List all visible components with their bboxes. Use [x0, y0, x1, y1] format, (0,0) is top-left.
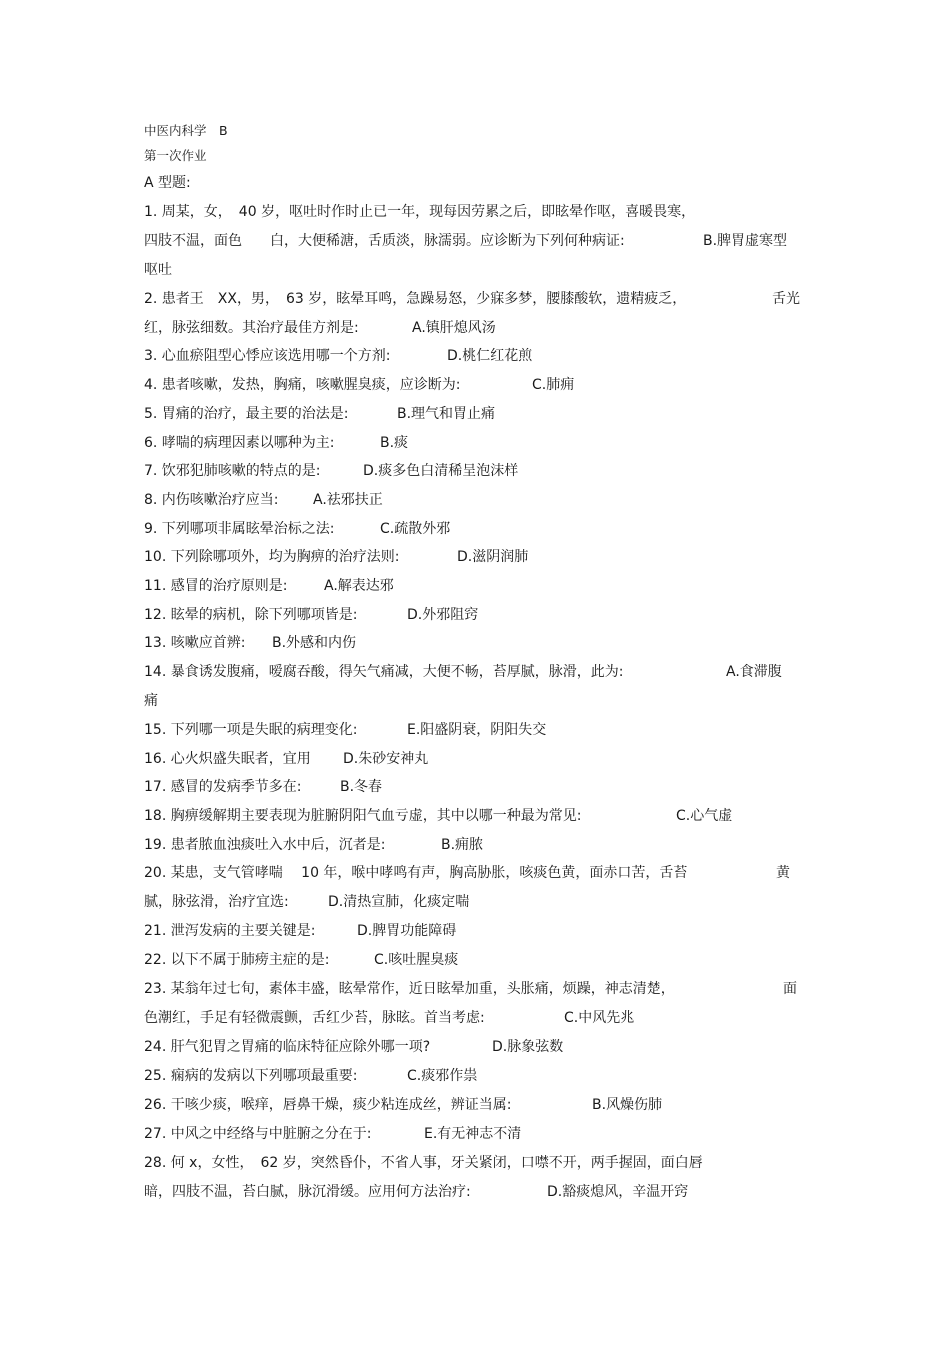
question-16: 16. 心火炽盛失眠者，宜用: [144, 751, 311, 767]
answer-8: A.祛邪扶正: [313, 492, 383, 508]
answer-14-cont: 痛: [144, 693, 158, 709]
question-1-line-1: 1. 周某，女， 40 岁，呕吐时作时止已一年，现每因劳累之后，即眩晕作呕，喜暖畏寒，: [144, 204, 696, 220]
question-18: 18. 胸痹缓解期主要表现为脏腑阴阳气血亏虚，其中以哪一种最为常见:: [144, 808, 582, 824]
answer-2: A.镇肝熄风汤: [412, 320, 496, 336]
answer-5: B.理气和胃止痛: [397, 406, 496, 422]
question-3: 3. 心血瘀阻型心悸应该选用哪一个方剂:: [144, 348, 391, 364]
answer-12: D.外邪阻窍: [407, 607, 479, 623]
question-22: 22. 以下不属于肺痨主症的是:: [144, 952, 330, 968]
question-5: 5. 胃痛的治疗，最主要的治法是:: [144, 406, 349, 422]
question-21: 21. 泄泻发病的主要关键是:: [144, 923, 316, 939]
question-2-line-2: 红，脉弦细数。其治疗最佳方剂是:: [144, 320, 359, 336]
answer-13: B.外感和内伤: [272, 635, 357, 651]
question-20-line-2: 腻，脉弦滑，治疗宜选:: [144, 894, 289, 910]
question-24: 24. 肝气犯胃之胃痛的临床特征应除外哪一项?: [144, 1039, 431, 1055]
answer-18: C.心气虚: [676, 808, 733, 824]
answer-24: D.脉象弦数: [492, 1039, 564, 1055]
section-heading: A 型题:: [144, 175, 191, 191]
doc-subtitle: 第一次作业: [144, 148, 207, 163]
question-9: 9. 下列哪项非属眩晕治标之法:: [144, 521, 335, 537]
question-2-line-1: 2. 患者王 XX，男， 63 岁，眩晕耳鸣，急躁易怒，少寐多梦，腰膝酸软，遗精疲乏，: [144, 291, 687, 307]
question-12: 12. 眩晕的病机，除下列哪项皆是:: [144, 607, 358, 623]
answer-4: C.肺痈: [532, 377, 575, 393]
question-23-line-1: 23. 某翁年过七旬，素体丰盛，眩晕常作，近日眩晕加重，头胀痛，烦躁，神志清楚，: [144, 981, 675, 997]
answer-19: B.痈脓: [441, 837, 484, 853]
answer-22: C.咳吐腥臭痰: [374, 952, 459, 968]
question-13: 13. 咳嗽应首辨:: [144, 635, 246, 651]
answer-1: B.脾胃虚寒型: [703, 233, 788, 249]
question-20-line-1-end: 黄: [776, 865, 790, 881]
question-7: 7. 饮邪犯肺咳嗽的特点的是:: [144, 463, 321, 479]
question-8: 8. 内伤咳嗽治疗应当:: [144, 492, 279, 508]
answer-25: C.痰邪作祟: [407, 1068, 478, 1084]
question-11: 11. 感冒的治疗原则是:: [144, 578, 288, 594]
answer-3: D.桃仁红花煎: [447, 348, 533, 364]
question-6: 6. 哮喘的病理因素以哪种为主:: [144, 435, 335, 451]
question-23-line-1-end: 面: [783, 981, 797, 997]
answer-1-cont: 呕吐: [144, 262, 172, 278]
answer-9: C.疏散外邪: [380, 521, 451, 537]
answer-7: D.痰多色白清稀呈泡沫样: [363, 463, 519, 479]
answer-16: D.朱砂安神丸: [343, 751, 429, 767]
answer-20: D.清热宣肺，化痰定喘: [328, 894, 470, 910]
answer-21: D.脾胃功能障碍: [357, 923, 457, 939]
question-1-line-2: 四肢不温，面色 白，大便稀溏，舌质淡，脉濡弱。应诊断为下列何种病证:: [144, 233, 625, 249]
doc-title: 中医内科学 B: [144, 123, 228, 138]
answer-11: A.解表达邪: [324, 578, 394, 594]
answer-14: A.食滞腹: [726, 664, 782, 680]
answer-17: B.冬春: [340, 779, 383, 795]
question-28-line-2: 暗，四肢不温，苔白腻，脉沉滑缓。应用何方法治疗:: [144, 1184, 471, 1200]
question-2-line-1-end: 舌光: [772, 291, 800, 307]
question-26: 26. 干咳少痰，喉痒，唇鼻干燥，痰少粘连成丝，辨证当属:: [144, 1097, 512, 1113]
question-14: 14. 暴食诱发腹痛，嗳腐吞酸，得矢气痛减，大便不畅，苔厚腻，脉滑，此为:: [144, 664, 624, 680]
answer-6: B.痰: [380, 435, 409, 451]
answer-26: B.风燥伤肺: [592, 1097, 663, 1113]
question-23-line-2: 色潮红，手足有轻微震颤，舌红少苔，脉眩。首当考虑:: [144, 1010, 485, 1026]
answer-10: D.滋阴润肺: [457, 549, 529, 565]
question-25: 25. 痫病的发病以下列哪项最重要:: [144, 1068, 358, 1084]
question-17: 17. 感冒的发病季节多在:: [144, 779, 302, 795]
answer-28: D.豁痰熄风，辛温开窍: [547, 1184, 689, 1200]
question-19: 19. 患者脓血浊痰吐入水中后，沉者是:: [144, 837, 386, 853]
answer-23: C.中风先兆: [564, 1010, 635, 1026]
question-10: 10. 下列除哪项外，均为胸痹的治疗法则:: [144, 549, 400, 565]
question-27: 27. 中风之中经络与中脏腑之分在于:: [144, 1126, 372, 1142]
answer-27: E.有无神志不清: [424, 1126, 522, 1142]
answer-15: E.阳盛阴衰，阴阳失交: [407, 722, 547, 738]
question-4: 4. 患者咳嗽，发热，胸痛，咳嗽腥臭痰，应诊断为:: [144, 377, 461, 393]
question-28-line-1: 28. 何 x，女性， 62 岁，突然昏仆，不省人事，牙关紧闭，口噤不开，两手握固，面白唇: [144, 1155, 703, 1171]
question-20-line-1: 20. 某患，支气管哮喘 10 年，喉中哮鸣有声，胸高胁胀，咳痰色黄，面赤口苦，舌苔: [144, 865, 688, 881]
question-15: 15. 下列哪一项是失眠的病理变化:: [144, 722, 358, 738]
